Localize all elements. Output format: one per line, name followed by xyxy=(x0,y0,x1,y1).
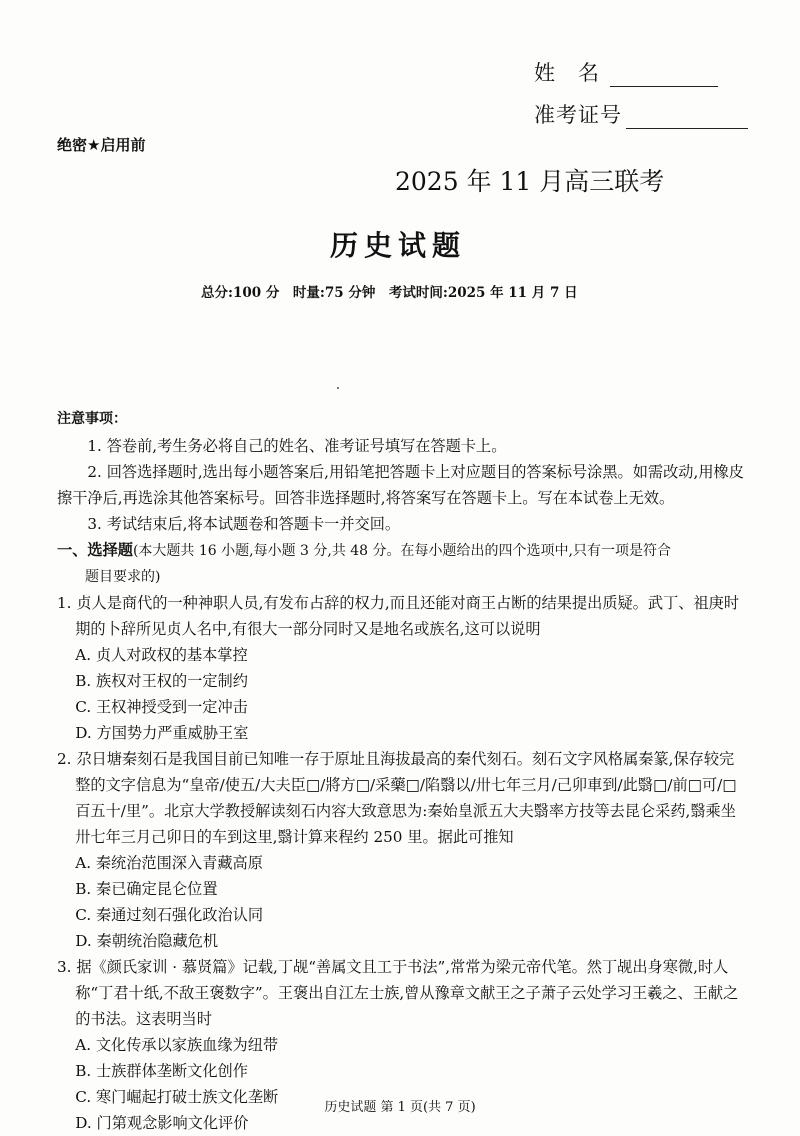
id-field xyxy=(534,99,748,129)
option-d: D. 门第观念影响文化评价 xyxy=(75,1114,249,1132)
secret-label: 绝密★启用前 xyxy=(57,136,146,154)
option-c: C. 王权神授受到一定冲击 xyxy=(75,698,248,716)
exam-info: 总分:100 分 时量:75 分钟 考试时间:2025 年 11 月 7 日 xyxy=(201,285,578,301)
name-label: 姓 名 xyxy=(534,61,600,85)
option-c: C. 秦通过刻石强化政治认同 xyxy=(75,906,264,924)
question-stem: 1. 贞人是商代的一种神职人员,有发布占辞的权力,而且还能对商王占断的结果提出质疑。武丁、祖庚时期的卜辞所见贞人名中,有很大一部分同时又是地名或族名,这可以说明 xyxy=(57,594,740,638)
option-a: A. 秦统治范围深入青藏高原 xyxy=(75,854,263,872)
section-heading xyxy=(57,537,747,564)
notice-title: 注意事项： xyxy=(57,411,127,427)
notice-item: 3. 考试结束后,将本试题卷和答题卡一并交回。 xyxy=(87,515,401,533)
name-field xyxy=(534,57,718,87)
subject-title: 历史试题 xyxy=(330,229,467,262)
question-options xyxy=(57,1032,747,1136)
speck xyxy=(337,387,339,389)
section-title: 一、选择题 xyxy=(57,541,133,559)
option-a: A. 文化传承以家族血缘为纽带 xyxy=(75,1036,279,1054)
question xyxy=(57,746,747,954)
question-options xyxy=(57,642,747,746)
option-b: B. 族权对王权的一定制约 xyxy=(75,672,248,690)
question xyxy=(57,590,747,746)
question-stem: 2. 尕日塘秦刻石是我国目前已知唯一存于原址且海拔最高的秦代刻石。刻石文字风格属秦篆,保存较完整的文字信息为“皇帝/使五/大夫臣□/將方□/采藥□/陷翳以/卅七年三月/己卯車到/此翳□/前□可/□百五十/里”。北京大学教授解读刻石内容大致意思为:秦始皇派五大夫翳率方技等去昆仑采药,翳乘坐卅七年三月己卯日的车到这里,翳计算来程约 250 里。据此可推知 xyxy=(57,750,737,846)
option-b: B. 秦已确定昆仑位置 xyxy=(75,880,218,898)
name-blank-line xyxy=(610,66,718,87)
page-footer: 历史试题 第 1 页(共 7 页) xyxy=(324,1100,476,1115)
exam-content xyxy=(57,406,747,1136)
section-note: (本大题共 16 小题,每小题 3 分,共 48 分。在每小题给出的四个选项中,只有一项是符合 xyxy=(132,543,671,559)
exam-title: 2025 年 11 月高三联考 xyxy=(395,167,665,196)
id-label: 准考证号 xyxy=(534,103,622,127)
question-stem: 3. 据《颜氏家训 · 慕贤篇》记载,丁觇“善属文且工于书法”,常常为梁元帝代笔。然丁觇出身寒微,时人称“丁君十纸,不敌王褒数字”。王褒出自江左士族,曾从豫章文献王之子萧子云处学习王羲之、王献之的书法。这表明当时 xyxy=(57,958,739,1028)
question-options xyxy=(57,850,747,954)
section-note-cont: 题目要求的) xyxy=(85,569,161,585)
id-blank-line xyxy=(626,108,748,129)
notice-item: 1. 答卷前,考生务必将自己的姓名、准考证号填写在答题卡上。 xyxy=(87,437,507,455)
option-b: B. 士族群体垄断文化创作 xyxy=(75,1062,248,1080)
option-d: D. 秦朝统治隐藏危机 xyxy=(75,932,219,950)
option-a: A. 贞人对政权的基本掌控 xyxy=(75,646,248,664)
option-d: D. 方国势力严重威胁王室 xyxy=(75,724,249,742)
option-c: C. 寒门崛起打破士族文化垄断 xyxy=(75,1088,279,1106)
notice-item: 2. 回答选择题时,选出每小题答案后,用铅笔把答题卡上对应题目的答案标号涂黑。如需改动,用橡皮擦干净后,再选涂其他答案标号。回答非选择题时,将答案写在答题卡上。写在本试卷上无效。 xyxy=(57,463,744,507)
